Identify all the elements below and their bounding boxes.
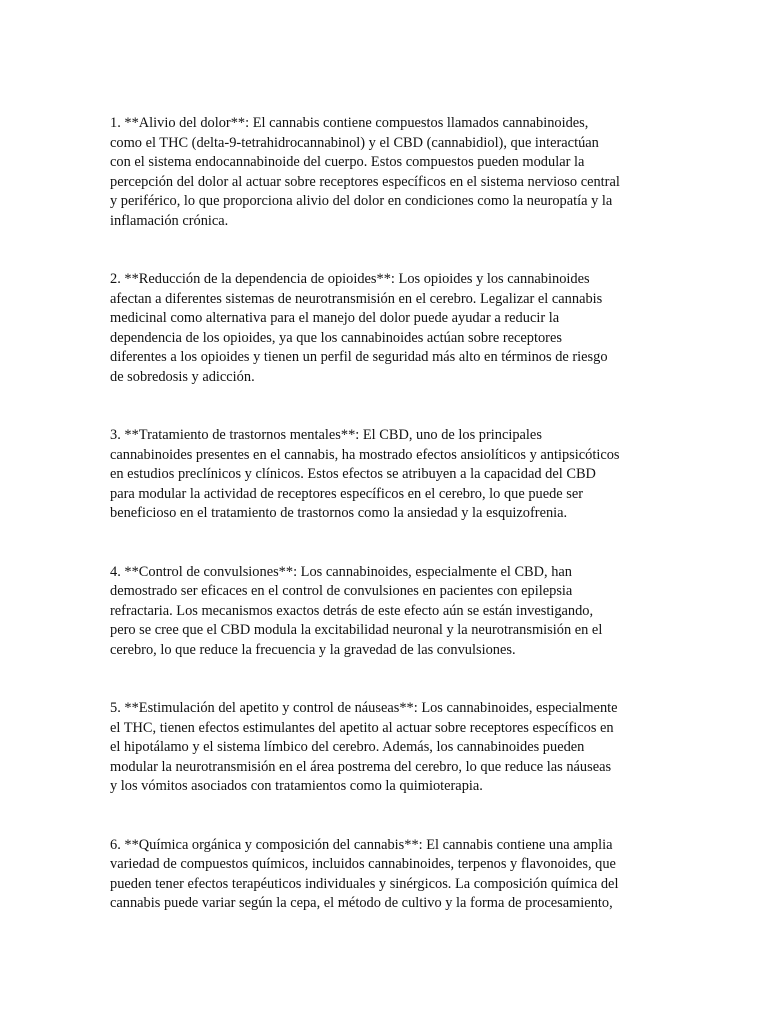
paragraph-appetite-nausea xyxy=(110,699,662,797)
paragraph-spacer xyxy=(110,231,662,270)
paragraph-line: modular la neurotransmisión en el área postrema del cerebro, lo que reduce las náuseas xyxy=(110,758,612,775)
paragraph-line: 1. **Alivio del dolor**: El cannabis contiene compuestos llamados cannabinoides, xyxy=(110,115,589,131)
paragraph-line: y los vómitos asociados con tratamientos como la quimioterapia. xyxy=(110,778,483,794)
paragraph-line: medicinal como alternativa para el manejo del dolor puede ayudar a reducir la xyxy=(110,310,560,326)
paragraph-line: demostrado ser eficaces en el control de convulsiones en pacientes con epilepsia xyxy=(110,583,573,599)
paragraph-line: y periférico, lo que proporciona alivio del dolor en condiciones como la neuropatía y la xyxy=(110,193,613,209)
paragraph-line: inflamación crónica. xyxy=(110,212,229,229)
paragraph-line: dependencia de los opioides, ya que los cannabinoides actúan sobre receptores xyxy=(110,329,562,346)
paragraph-line: cannabinoides presentes en el cannabis, ha mostrado efectos ansiolíticos y antipsicóticos xyxy=(110,446,620,463)
paragraph-line: el hipotálamo y el sistema límbico del cerebro. Además, los cannabinoides pueden xyxy=(110,739,585,755)
paragraph-seizure-control xyxy=(110,563,662,661)
paragraph-line: 5. **Estimulación del apetito y control de náuseas**: Los cannabinoides, especialmente xyxy=(110,700,618,716)
paragraph-line: el THC, tienen efectos estimulantes del apetito al actuar sobre receptores específicos en xyxy=(110,719,614,736)
document-body xyxy=(110,114,662,914)
paragraph-line: percepción del dolor al actuar sobre receptores específicos en el sistema nervioso central xyxy=(110,173,620,190)
paragraph-chemistry-composition xyxy=(110,836,662,914)
paragraph-line: con el sistema endocannabinoide del cuerpo. Estos compuestos pueden modular la xyxy=(110,154,585,170)
paragraph-line: de sobredosis y adicción. xyxy=(110,368,255,385)
paragraph-spacer xyxy=(110,524,662,563)
paragraph-line: como el THC (delta-9-tetrahidrocannabinol) y el CBD (cannabidiol), que interactúan xyxy=(110,134,599,151)
paragraph-line: variedad de compuestos químicos, incluidos cannabinoides, terpenos y flavonoides, que xyxy=(110,856,616,872)
paragraph-line: cerebro, lo que reduce la frecuencia y la gravedad de las convulsiones. xyxy=(110,641,516,658)
paragraph-opioid-dependence xyxy=(110,270,662,387)
paragraph-spacer xyxy=(110,660,662,699)
paragraph-spacer xyxy=(110,387,662,426)
paragraph-line: para modular la actividad de receptores específicos en el cerebro, lo que puede ser xyxy=(110,485,584,502)
paragraph-line: 4. **Control de convulsiones**: Los cannabinoides, especialmente el CBD, han xyxy=(110,563,573,580)
paragraph-line: beneficioso en el tratamiento de trastornos como la ansiedad y la esquizofrenia. xyxy=(110,505,568,521)
paragraph-line: 2. **Reducción de la dependencia de opioides**: Los opioides y los cannabinoides xyxy=(110,271,590,287)
paragraph-line: 3. **Tratamiento de trastornos mentales**: El CBD, uno de los principales xyxy=(110,427,542,443)
paragraph-line: 6. **Química orgánica y composición del cannabis**: El cannabis contiene una amplia xyxy=(110,836,613,853)
paragraph-pain-relief xyxy=(110,114,662,231)
paragraph-line: cannabis puede variar según la cepa, el método de cultivo y la forma de procesamiento, xyxy=(110,895,613,911)
paragraph-mental-disorders xyxy=(110,426,662,524)
paragraph-line: refractaria. Los mecanismos exactos detrás de este efecto aún se están investigando, xyxy=(110,602,594,619)
paragraph-line: afectan a diferentes sistemas de neurotransmisión en el cerebro. Legalizar el cannabis xyxy=(110,290,603,307)
paragraph-line: pero se cree que el CBD modula la excitabilidad neuronal y la neurotransmisión en el xyxy=(110,622,603,638)
paragraph-line: pueden tener efectos terapéuticos individuales y sinérgicos. La composición química del xyxy=(110,875,619,892)
paragraph-line: en estudios preclínicos y clínicos. Estos efectos se atribuyen a la capacidad del CBD xyxy=(110,466,596,482)
paragraph-line: diferentes a los opioides y tienen un perfil de seguridad más alto en términos de riesgo xyxy=(110,349,608,365)
paragraph-spacer xyxy=(110,797,662,836)
